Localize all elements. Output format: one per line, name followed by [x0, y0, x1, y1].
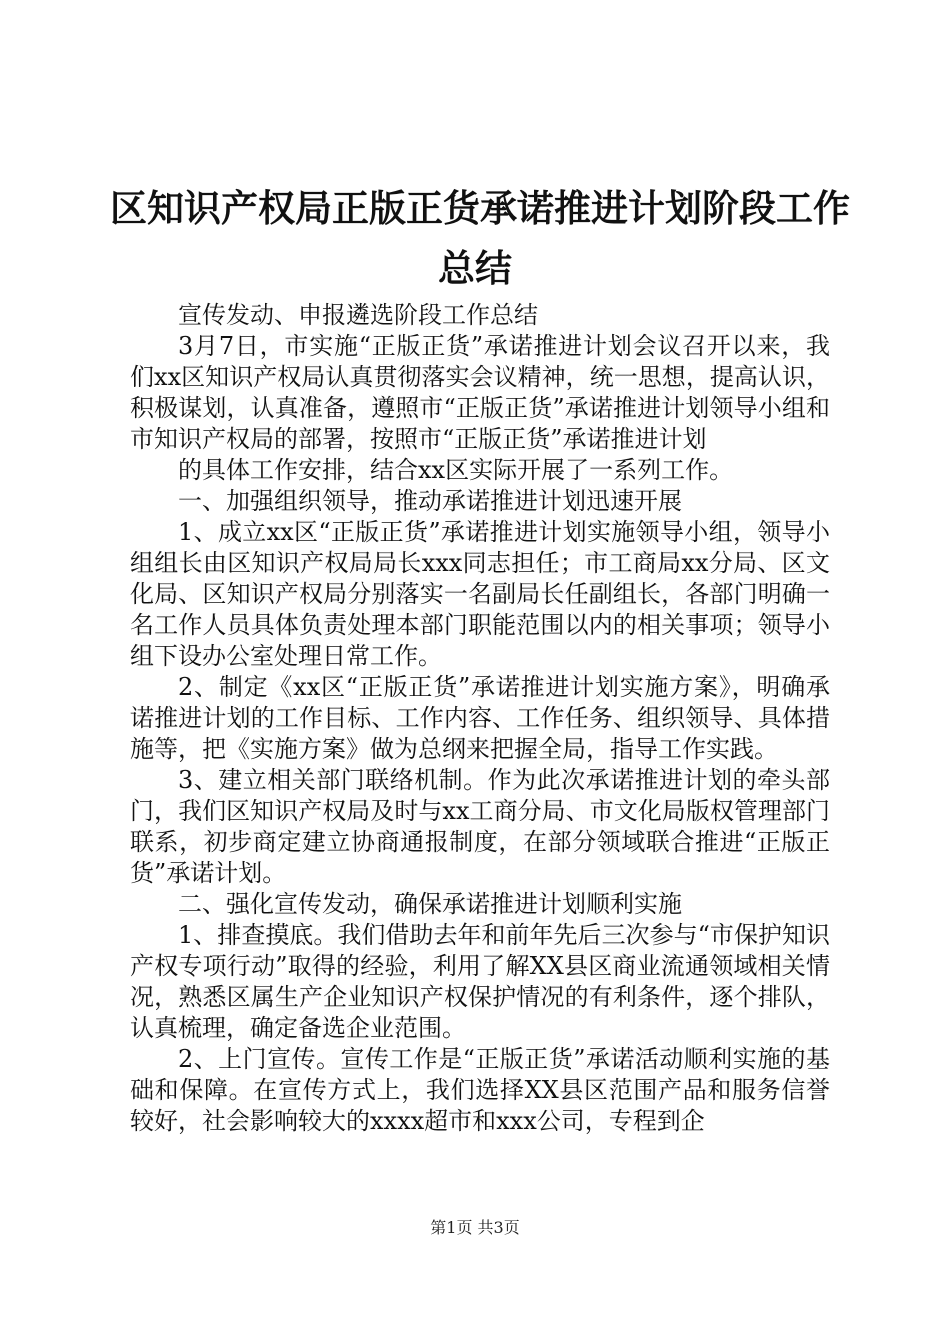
paragraph: 1、成立xx区“正版正货”承诺推进计划实施领导小组，领导小组组长由区知识产权局局长xxx同志担任；市工商局xx分局、区文化局、区知识产权局分别落实一名副局长任副组长，各部门明确一名工作人员具体负责处理本部门职能范围以内的相关事项；领导小组下设办公室处理日常工作。	[130, 518, 830, 670]
paragraph: 3月7日，市实施“正版正货”承诺推进计划会议召开以来，我们xx区知识产权局认真贯彻落实会议精神，统一思想，提高认识，积极谋划，认真准备，遵照市“正版正货”承诺推进计划领导小组和市知识产权局的部署，按照市“正版正货”承诺推进计划	[130, 332, 830, 453]
section-heading: 宣传发动、申报遴选阶段工作总结	[178, 301, 538, 329]
document-title-line-1: 区知识产权局正版正货承诺推进计划阶段工作	[110, 187, 850, 230]
paragraph: 3、建立相关部门联络机制。作为此次承诺推进计划的牵头部门，我们区知识产权局及时与xx工商分局、市文化局版权管理部门联系，初步商定建立协商通报制度，在部分领域联合推进“正版正货”承诺计划。	[130, 766, 830, 887]
paragraph: 1、排查摸底。我们借助去年和前年先后三次参与“市保护知识产权专项行动”取得的经验，利用了解XX县区商业流通领域相关情况，熟悉区属生产企业知识产权保护情况的有利条件，逐个排队，认真梳理，确定备选企业范围。	[130, 921, 830, 1042]
page-number-footer: 第1页 共3页	[430, 1218, 520, 1237]
section-heading: 一、加强组织领导，推动承诺推进计划迅速开展	[178, 487, 682, 515]
paragraph: 2、上门宣传。宣传工作是“正版正货”承诺活动顺利实施的基础和保障。在宣传方式上，我们选择XX县区范围产品和服务信誉较好，社会影响较大的xxxx超市和xxx公司，专程到企	[130, 1045, 830, 1135]
section-heading: 二、强化宣传发动，确保承诺推进计划顺利实施	[178, 890, 682, 918]
document-body	[130, 300, 830, 1137]
paragraph: 的具体工作安排，结合xx区实际开展了一系列工作。	[178, 456, 734, 484]
document-title-line-2: 总结	[438, 247, 512, 290]
paragraph: 2、制定《xx区“正版正货”承诺推进计划实施方案》，明确承诺推进计划的工作目标、工作内容、工作任务、组织领导、具体措施等，把《实施方案》做为总纲来把握全局，指导工作实践。	[130, 673, 830, 763]
